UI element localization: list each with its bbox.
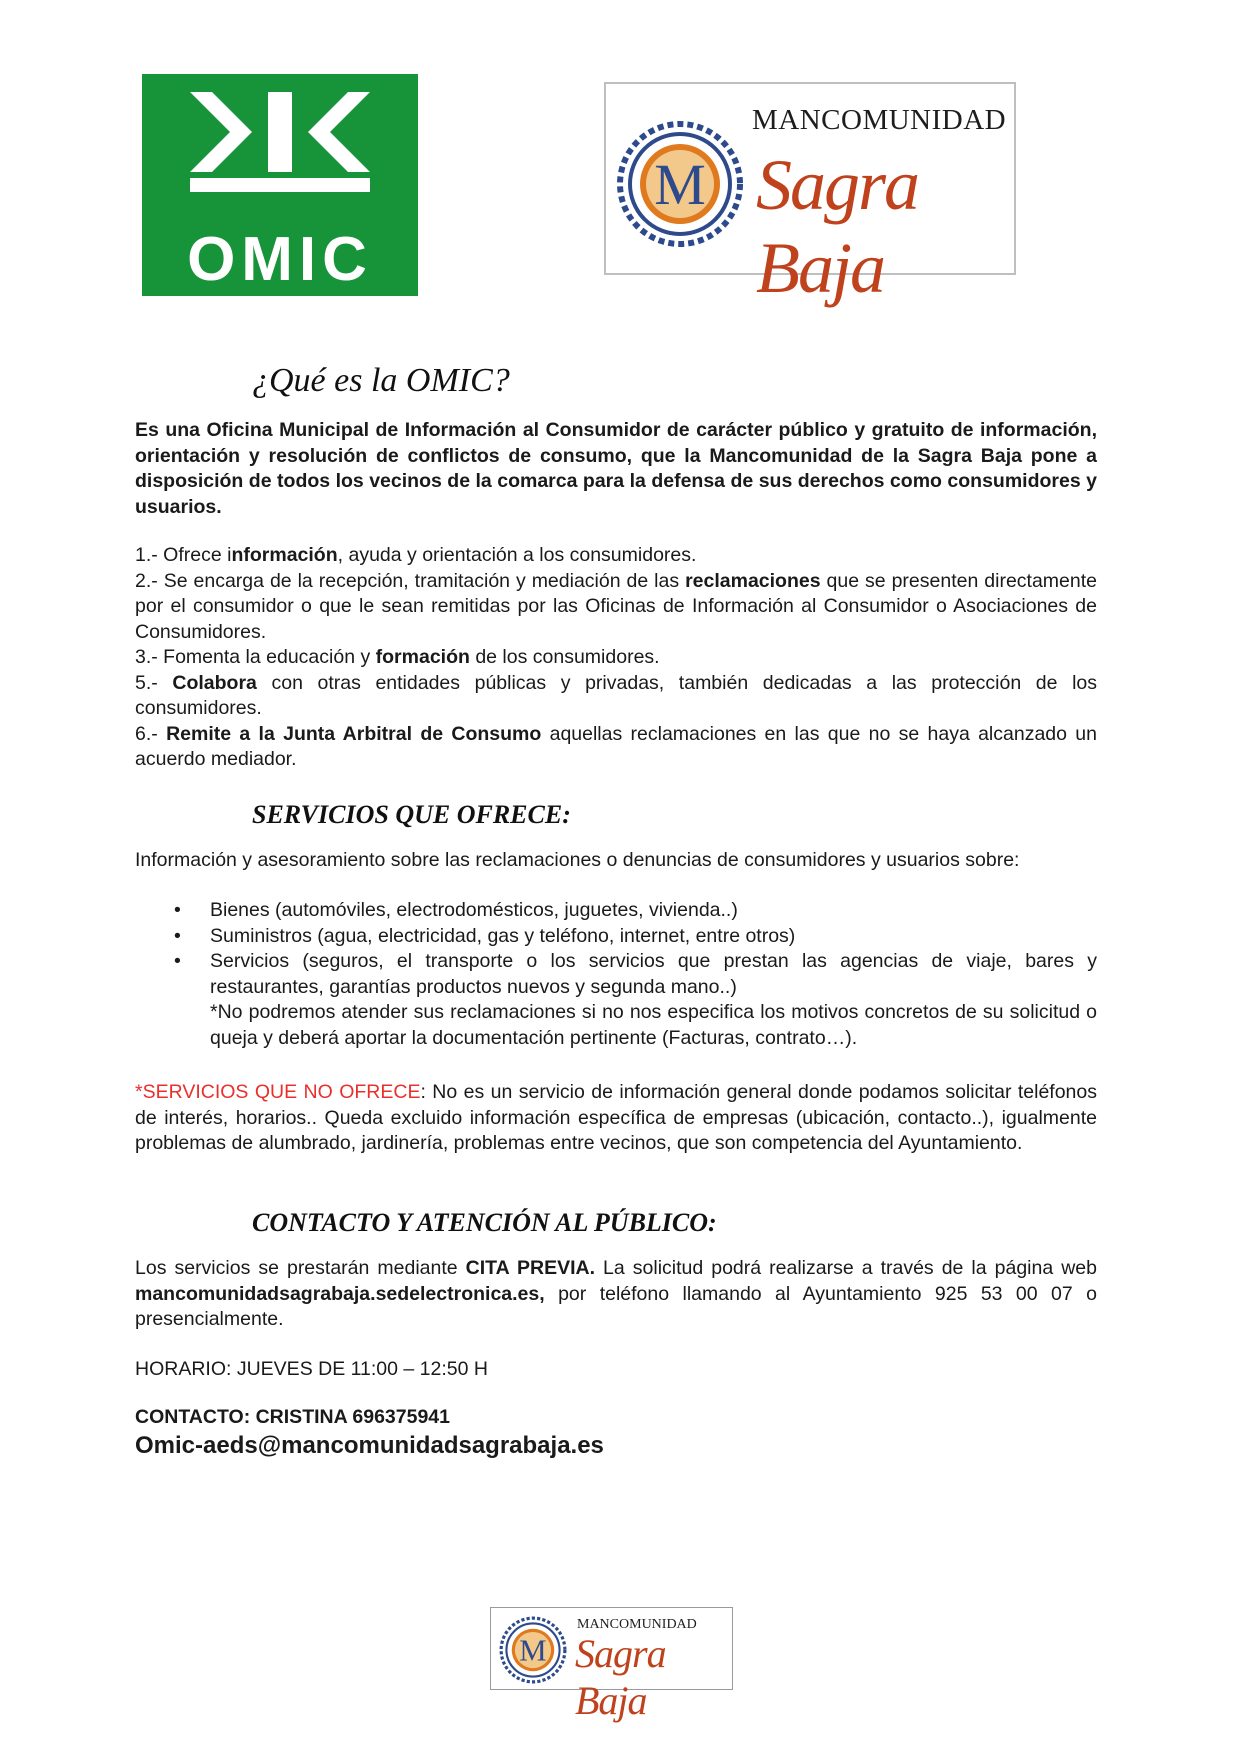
horario-text: HORARIO: JUEVES DE 11:00 – 12:50 H — [135, 1358, 488, 1380]
contact-paragraph: Los servicios se prestarán mediante CITA PREVIA. La solicitud podrá realizarse a través de la página web mancomunidadsagrabaja.sedelectronica.es, por teléfono llamando al Ayuntamiento 925 53 00 07 o presencialmente. — [135, 1257, 1097, 1330]
omic-wordmark: OMIC — [187, 225, 373, 294]
footer-mancomunidad-logo — [490, 1607, 733, 1723]
function-item: 6.- Remite a la Junta Arbitral de Consumo aquellas reclamaciones en las que no se haya alcanzado un acuerdo mediador. — [135, 722, 1097, 770]
services-intro: Información y asesoramiento sobre las reclamaciones o denuncias de consumidores y usuarios sobre: — [135, 849, 1020, 871]
services-bullet-list — [135, 898, 1097, 1051]
list-item: • Bienes (automóviles, electrodomésticos, juguetes, vivienda..) — [135, 898, 1097, 924]
footer-mancomunidad-title: MANCOMUNIDAD — [577, 1617, 697, 1632]
list-item: • Servicios (seguros, el transporte o los servicios que prestan las agencias de viaje, bares y restaurantes, garantías productos nuevos y segunda mano..) — [174, 950, 1097, 998]
medallion-icon — [499, 1616, 567, 1684]
not-offered-paragraph: *SERVICIOS QUE NO OFRECE: No es un servicio de información general donde podamos solicitar teléfonos de interés, horarios.. Queda excluido información específica de empresas (ubicación, contacto..), igualmente problemas de alumbrado, jardinería, problemas entre vecinos, que son competencia del Ayuntamiento. — [135, 1081, 1097, 1154]
medallion-letter: M — [519, 1633, 547, 1668]
medallion-letter: M — [654, 152, 706, 217]
footer-mancomunidad-name: Sagra Baja — [575, 1631, 666, 1723]
services-note: *No podremos atender sus reclamaciones si no nos especifica los motivos concretos de su solicitud o queja y deberá aportar la documentación pertinente (Facturas, contrato…). — [210, 1001, 1097, 1049]
list-item: • Suministros (agua, electricidad, gas y teléfono, internet, entre otros) — [135, 924, 1097, 950]
functions-list — [135, 543, 1097, 773]
not-offered-label: *SERVICIOS QUE NO OFRECE — [135, 1081, 421, 1103]
website-link: mancomunidadsagrabaja.sedelectronica.es, — [135, 1282, 545, 1305]
medallion-icon — [616, 120, 744, 248]
intro-paragraph: Es una Oficina Municipal de Información al Consumidor de carácter público y gratuito de información, orientación y resolución de conflictos de consumo, que la Mancomunidad de la Sagra Baja pone a disposición de todos los vecinos de la comarca para la defensa de sus derechos como consumidores y usuarios. — [135, 419, 1097, 518]
contact-person: CONTACTO: CRISTINA 696375941 — [135, 1406, 450, 1428]
omic-chevrons-icon — [142, 74, 418, 224]
contact-email[interactable]: Omic-aeds@mancomunidadsagrabaja.es — [135, 1432, 604, 1459]
function-item: 2.- Se encarga de la recepción, tramitación y mediación de las reclamaciones que se presenten directamente por el consumidor o que le sean remitidas por las Oficinas de Información al Consumidor o Asociaciones de Consumidores. — [135, 569, 1097, 643]
bullet-icon: • — [174, 899, 181, 921]
heading-servicios: SERVICIOS QUE OFRECE: — [252, 800, 571, 829]
mancomunidad-title: MANCOMUNIDAD — [752, 104, 1007, 136]
omic-logo-box — [142, 74, 418, 296]
mancomunidad-name: Sagra Baja — [756, 145, 919, 308]
function-item: 1.- Ofrece información, ayuda y orientación a los consumidores. — [135, 544, 697, 566]
omic-logo — [76, 74, 406, 299]
function-item: 3.- Fomenta la educación y formación de los consumidores. — [135, 646, 660, 668]
bullet-icon: • — [174, 924, 181, 947]
bullet-icon: • — [174, 950, 181, 972]
heading-contacto: CONTACTO Y ATENCIÓN AL PÚBLICO: — [252, 1208, 717, 1237]
heading-que-es-omic: ¿Qué es la OMIC? — [252, 362, 510, 399]
mancomunidad-logo — [604, 82, 1016, 308]
function-item: 5.- Colabora con otras entidades públicas y privadas, también dedicadas a las protección de los consumidores. — [135, 671, 1097, 719]
